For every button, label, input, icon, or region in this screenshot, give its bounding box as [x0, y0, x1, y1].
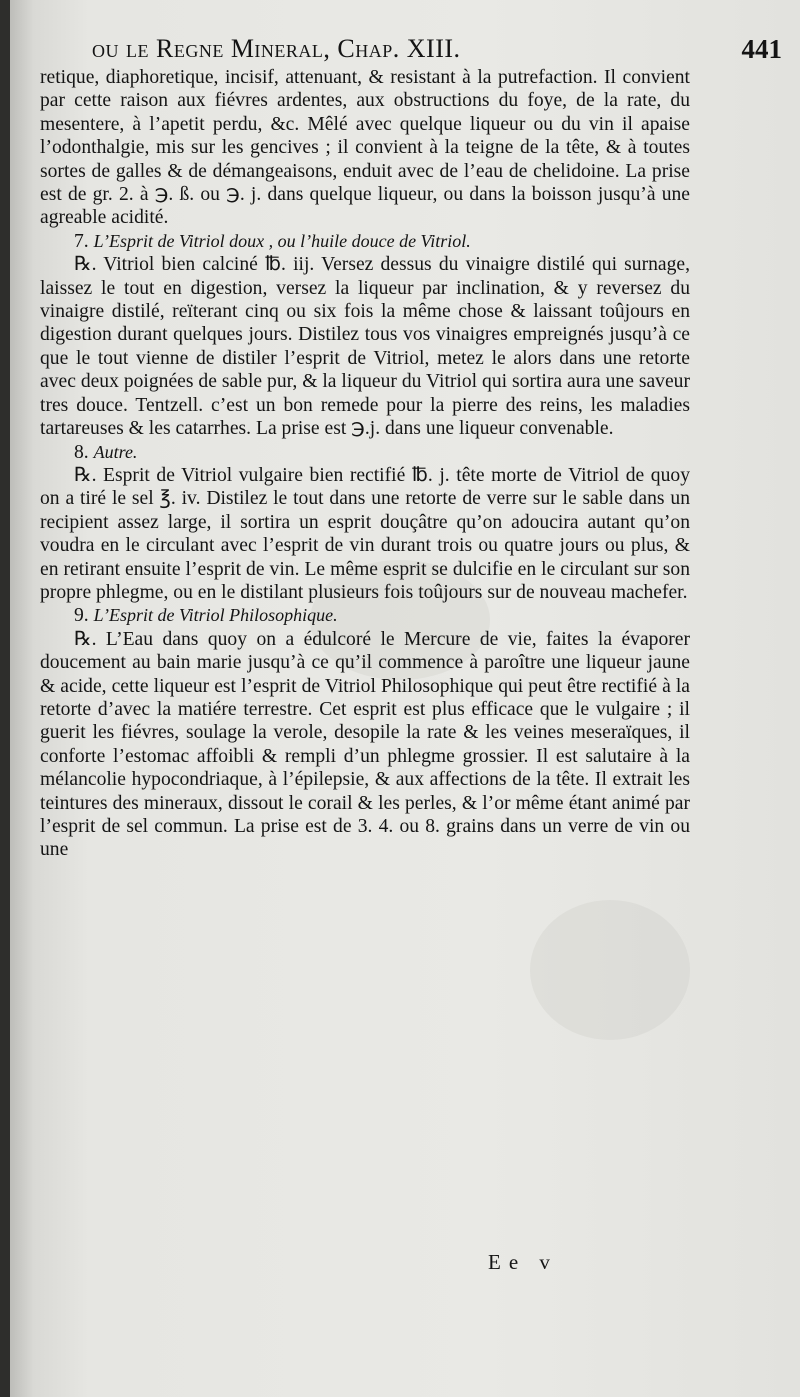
- section-number: 9.: [74, 605, 89, 627]
- running-head: ou le Regne Mineral, Chap. XIII.: [92, 34, 461, 63]
- paragraph: ℞. L’Eau dans quoy on a édulcoré le Mercure de vie, faites la évaporer doucement au bain marie jusqu’à ce qu’il commence à paroître une liqueur jaune & acide, cette liqueur est l’esprit de Vitriol Philosophique qui peut être rectifié à la retorte d’avec la matiére terrestre. Cet esprit est plus efficace que le vulgaire ; il guerit les fiévres, soulage la verole, desopile la rate & les veines meseraïques, il conforte l’estomac affoibli & rempli d’un phlegme grossier. Il est salutaire à la mélancolie hypocondriaque, à l’épilepsie, & aux affections de la tête. Il extrait les teintures des mineraux, dissout le corail & les perles, & l’or même étant animé par l’esprit de sel commun. La prise est de 3. 4. ou 8. grains dans un verre de vin ou une: [40, 628, 690, 861]
- section-title: Autre.: [93, 441, 138, 462]
- paragraph: retique, diaphoretique, incisif, attenuant, & resistant à la putrefaction. Il convient par cette raison aux fiévres ardentes, aux obstructions du foye, de la rate, du mesentere, à l’apetit perdu, &c. Mêlé avec quelque liqueur ou du vin il apaise l’odonthalgie, mis sur les gencives ; il convient à la teigne de la tête, & à toutes sortes de galles & de démangeaisons, enduit avec de l’eau de chelidoine. La prise est de gr. 2. à ℈. ß. ou ℈. j. dans quelque liqueur, ou dans la boisson jusqu’à une agreable acidité.: [40, 67, 690, 229]
- section-number: 7.: [74, 230, 89, 252]
- signature-mark: Ee v: [488, 1250, 558, 1274]
- book-page: [10, 0, 800, 1397]
- section-title: L’Esprit de Vitriol Philosophique.: [93, 605, 338, 626]
- body-text: [40, 66, 690, 862]
- section-heading: [40, 441, 690, 464]
- section-heading: [40, 230, 690, 253]
- paragraph: ℞. Vitriol bien calciné ℔. iij. Versez dessus du vinaigre distilé qui surnage, laissez le tout en digestion, versez la liqueur par inclination, & y reversez du vinaigre distilé, reïterant cinq ou six fois la même chose & laissant toûjours en digestion durant quelques jours. Distilez tous vos vinaigres empreignés jusqu’à ce que le tout vienne de distiler l’esprit de Vitriol, metez le alors dans une retorte avec deux poignées de sable pur, & la liqueur du Vitriol qui sortira aura une saveur tres douce. Tentzell. c’est un bon remede pour la pierre des reins, les maladies tartareuses & les catarrhes. La prise est ℈.j. dans une liqueur convenable.: [40, 254, 690, 440]
- paragraph: ℞. Esprit de Vitriol vulgaire bien rectifié ℔. j. tête morte de Vitriol de quoy on a tiré le sel ℥. iv. Distilez le tout dans une retorte de verre sur le sable dans un recipient assez large, il sortira un esprit douçâtre qu’on adoucira autant qu’on voudra en le circulant avec l’esprit de vin durant trois ou quatre jours ou plus, & en retirant ensuite l’esprit de vin. Le même esprit se dulcifie en le circulant sur son propre phlegme, ou en le distilant plusieurs fois toûjours sur de nouveau machefer.: [40, 464, 690, 603]
- section-title: L’Esprit de Vitriol doux , ou l’huile douce de Vitriol.: [93, 230, 471, 251]
- section-heading: [40, 604, 690, 627]
- paper-stain: [530, 900, 690, 1040]
- section-number: 8.: [74, 441, 89, 463]
- page-number: 441: [741, 34, 782, 64]
